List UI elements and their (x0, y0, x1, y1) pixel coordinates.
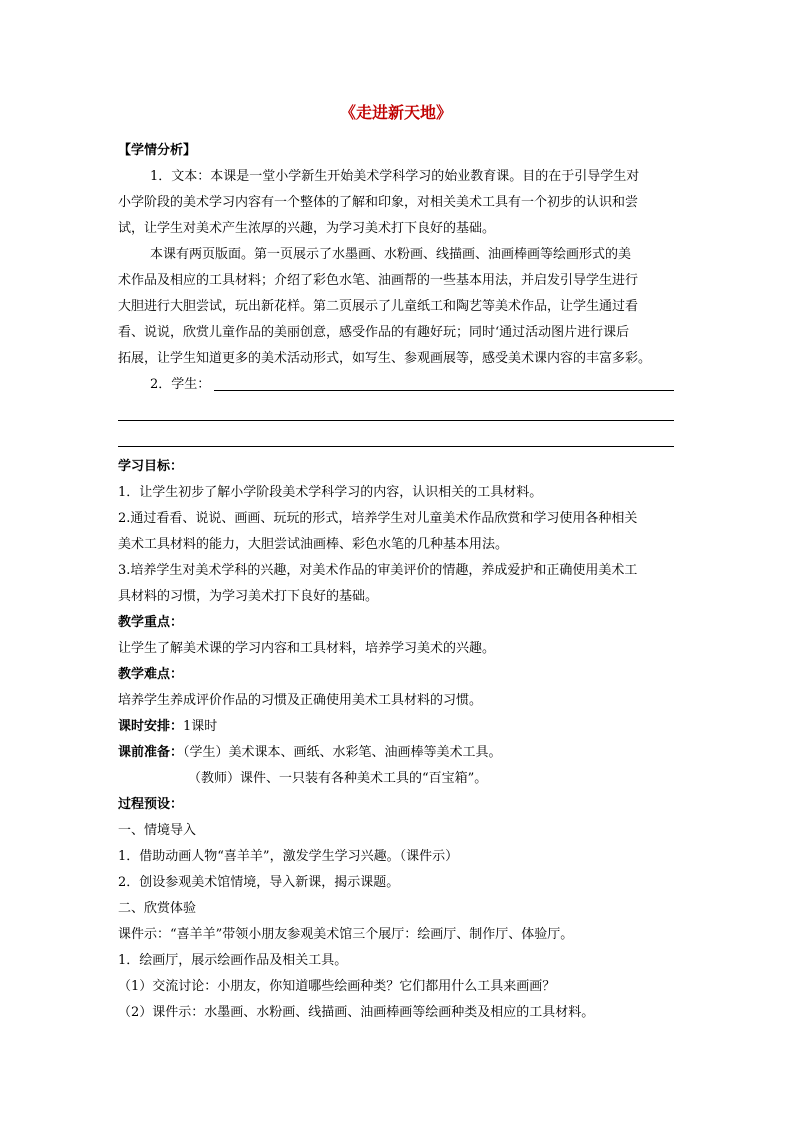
goal-line: 具材料的习惯，为学习美术打下良好的基础。 (118, 589, 379, 604)
paragraph-line: 术作品及相应的工具材料；介绍了彩色水笔、油画帮的一些基本用法，并启发引导学生进行 (118, 273, 639, 288)
paragraph-line: 小学阶段的美术学习内容有一个整体的了解和印象，对相关美术工具有一个初步的认识和尝 (118, 195, 639, 210)
process-line: （1）交流讨论：小朋友，你知道哪些绘画种类？它们都用什么工具来画画？ (118, 979, 556, 994)
preparation-student: （学生）美术课本、画纸、水彩笔、油画棒等美术工具。 (183, 745, 502, 760)
preparation-heading: 课前准备： (118, 745, 184, 760)
preparation-line (118, 740, 674, 766)
section-heading-analysis: 【学情分析】 (118, 143, 197, 158)
goal-line: 3.培养学生对美术学科的兴趣，对美术作品的审美评价的情趣，养成爱护和正确使用美术工 (118, 563, 638, 578)
section-heading-key-points: 教学重点： (118, 615, 184, 630)
paragraph-line: 本课有两页版面。第一页展示了水墨画、水粉画、线描画、油画棒画等绘画形式的美 (150, 247, 632, 262)
paragraph-line: 看、说说，欣赏儿童作品的美丽创意，感受作品的有趣好玩；同时‘通过活动图片进行课后 (118, 325, 630, 340)
blank-rule (214, 390, 674, 391)
blank-rule (118, 446, 674, 447)
paragraph-line: 大胆进行大胆尝试，玩出新花样。第二页展示了儿童纸工和陶艺等美术作品，让学生通过看 (118, 299, 639, 314)
preparation-teacher: （教师）课件、一只装有各种美术工具的“百宝箱”。 (188, 771, 488, 786)
schedule-line (118, 714, 674, 740)
goal-line: 2.通过看看、说说、画画、玩玩的形式，培养学生对儿童美术作品欣赏和学习使用各种相关 (118, 511, 638, 526)
process-line: 课件示：“喜羊羊”带领小朋友参观美术馆三个展厅：绘画厅、制作厅、体验厅。 (118, 927, 574, 942)
goal-line: 1．让学生初步了解小学阶段美术学科学习的内容，认识相关的工具材料。 (118, 485, 543, 500)
paragraph-line: 1．文本：本课是一堂小学新生开始美术学科学习的始业教育课。目的在于引导学生对 (150, 169, 640, 184)
process-line: （2）课件示：水墨画、水粉画、线描画、油画棒画等绘画种类及相应的工具材料。 (118, 1005, 595, 1020)
blank-line (118, 398, 674, 424)
goal-line: 美术工具材料的能力，大胆尝试油画棒、彩色水笔的几种基本用法。 (118, 537, 509, 552)
page-title: 《走进新天地》 (339, 103, 452, 122)
paragraph-line: 试，让学生对美术产生浓厚的兴趣，为学习美术打下良好的基础。 (118, 221, 496, 236)
process-line: 一、情境导入 (118, 823, 197, 838)
process-line: 二、欣赏体验 (118, 901, 197, 916)
section-heading-goals: 学习目标： (118, 459, 184, 474)
process-line: 1．绘画厅，展示绘画作品及相关工具。 (118, 953, 348, 968)
student-label: 2．学生： (150, 377, 211, 392)
process-line: 1．借助动画人物“喜羊羊”，激发学生学习兴趣。（课件示） (118, 849, 459, 864)
paragraph-line: 拓展，让学生知道更多的美术活动形式，如写生、参观画展等，感受美术课内容的丰富多彩。 (118, 351, 652, 366)
key-points-text: 让学生了解美术课的学习内容和工具材料，培养学习美术的兴趣。 (118, 641, 496, 656)
blank-line (118, 424, 674, 450)
section-heading-process: 过程预设： (118, 797, 184, 812)
process-line: 2．创设参观美术馆情境，导入新课，揭示课题。 (118, 875, 400, 890)
blank-rule (118, 420, 674, 421)
schedule-text: 1课时 (183, 719, 218, 734)
student-fill-line (118, 372, 674, 398)
section-heading-difficulties: 教学难点： (118, 667, 184, 682)
difficulties-text: 培养学生养成评价作品的习惯及正确使用美术工具材料的习惯。 (118, 693, 483, 708)
schedule-heading: 课时安排： (118, 719, 184, 734)
